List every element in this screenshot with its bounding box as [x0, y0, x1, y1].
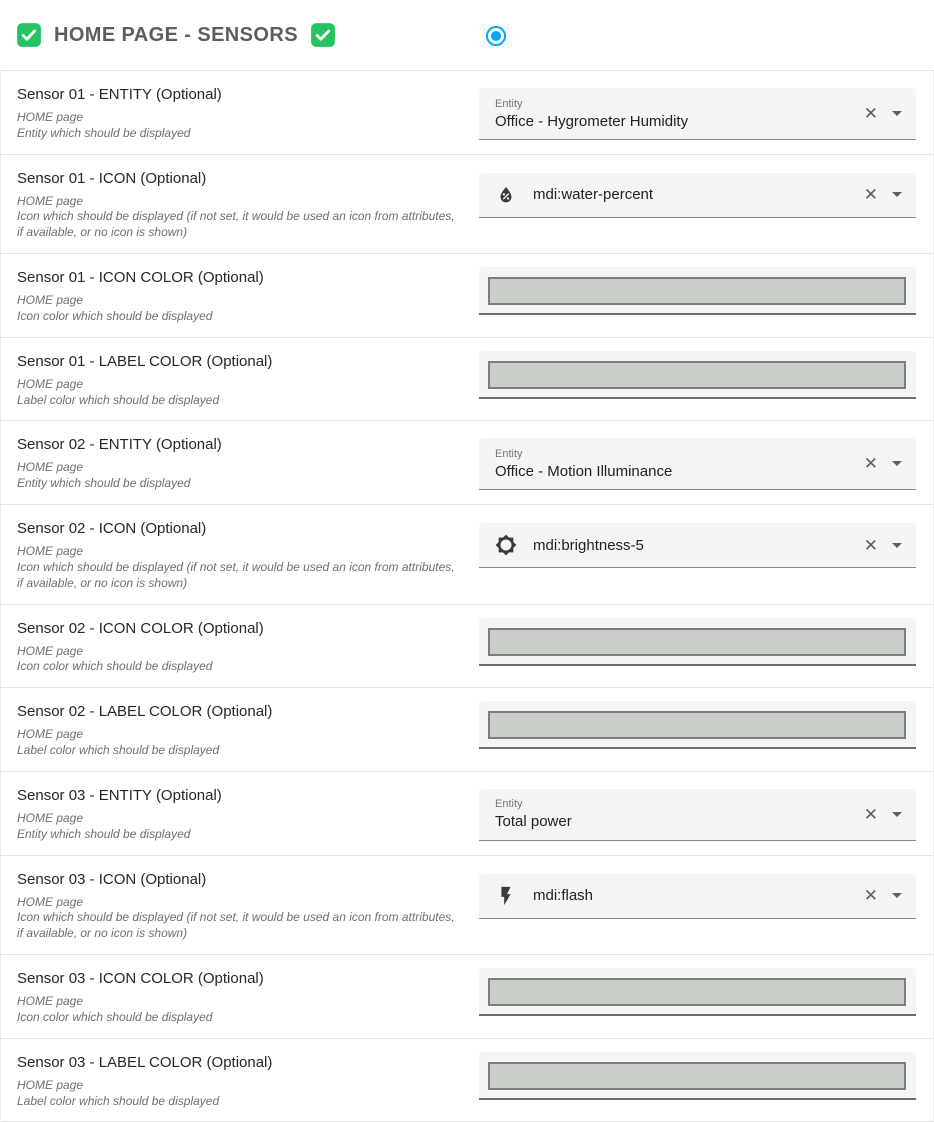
setting-subtitle: HOME page	[17, 376, 84, 391]
config-row	[1, 1039, 933, 1122]
dropdown-arrow-icon[interactable]	[892, 893, 902, 898]
setting-title: Sensor 02 - LABEL COLOR (Optional)	[17, 703, 273, 721]
setting-subtitle: HOME page	[17, 894, 84, 909]
color-input[interactable]	[479, 618, 916, 666]
config-row	[1, 688, 933, 772]
setting-description: Entity which should be displayed	[17, 826, 191, 841]
setting-subtitle: HOME page	[17, 293, 84, 308]
dropdown-arrow-icon[interactable]	[892, 543, 902, 548]
clear-icon[interactable]: ✕	[863, 804, 878, 824]
setting-title: Sensor 02 - ICON (Optional)	[17, 520, 207, 538]
entity-select-text	[495, 798, 856, 830]
setting-description: Label color which should be displayed	[17, 1093, 220, 1108]
setting-subtitle: HOME page	[17, 810, 84, 825]
dropdown-arrow-icon[interactable]	[892, 192, 902, 197]
entity-select-text	[495, 448, 856, 480]
field-floating-label: Entity	[495, 798, 523, 811]
selected-entity-value: Office - Motion Illuminance	[495, 462, 673, 480]
setting-info	[1, 421, 473, 504]
setting-description: Icon which should be displayed (if not set, it would be used an icon from attributes, if available, or no icon is shown)	[17, 910, 455, 941]
setting-info	[1, 338, 473, 421]
config-row	[1, 71, 933, 155]
setting-subtitle: HOME page	[17, 727, 84, 742]
setting-control-area	[473, 505, 933, 603]
setting-control-area	[473, 338, 933, 421]
config-row	[1, 505, 933, 604]
setting-title: Sensor 02 - ENTITY (Optional)	[17, 436, 222, 454]
setting-info	[1, 955, 473, 1038]
setting-control-area	[473, 856, 933, 954]
setting-info	[1, 254, 473, 337]
setting-title: Sensor 03 - ENTITY (Optional)	[17, 786, 222, 804]
radio-dot	[491, 31, 501, 41]
setting-subtitle: HOME page	[17, 460, 84, 475]
color-swatch[interactable]	[488, 711, 906, 739]
setting-info	[1, 155, 473, 253]
settings-list	[0, 70, 934, 1122]
setting-title: Sensor 01 - ICON (Optional)	[17, 169, 207, 187]
entity-select[interactable]	[479, 88, 916, 140]
setting-description: Icon color which should be displayed	[17, 308, 213, 323]
config-row	[1, 772, 933, 856]
color-swatch[interactable]	[488, 361, 906, 389]
clear-icon[interactable]: ✕	[863, 185, 878, 205]
page-title: HOME PAGE - SENSORS	[54, 23, 298, 46]
color-swatch[interactable]	[488, 628, 906, 656]
color-swatch[interactable]	[488, 277, 906, 305]
selected-entity-value: Total power	[495, 813, 572, 831]
setting-control-area	[473, 254, 933, 337]
radio-button[interactable]	[486, 26, 506, 46]
setting-subtitle: HOME page	[17, 1077, 84, 1092]
setting-control-area	[473, 1039, 933, 1122]
field-floating-label: Entity	[495, 97, 523, 110]
setting-description: Icon which should be displayed (if not set, it would be used an icon from attributes, if available, or no icon is shown)	[17, 559, 455, 590]
setting-description: Icon color which should be displayed	[17, 659, 213, 674]
clear-icon[interactable]: ✕	[863, 535, 878, 555]
setting-title: Sensor 01 - ENTITY (Optional)	[17, 86, 222, 103]
setting-info	[1, 71, 473, 154]
setting-title: Sensor 03 - ICON (Optional)	[17, 870, 207, 888]
clear-icon[interactable]: ✕	[863, 454, 878, 474]
setting-info	[1, 605, 473, 688]
setting-control-area	[473, 688, 933, 771]
color-input[interactable]	[479, 1052, 916, 1100]
setting-info	[1, 772, 473, 855]
color-input[interactable]	[479, 267, 916, 315]
setting-description: Icon which should be displayed (if not set, it would be used an icon from attributes, if available, or no icon is shown)	[17, 209, 455, 240]
header	[0, 0, 934, 70]
setting-description: Entity which should be displayed	[17, 476, 191, 491]
setting-info	[1, 505, 473, 603]
setting-control-area	[473, 772, 933, 855]
setting-control-area	[473, 605, 933, 688]
config-row	[1, 155, 933, 254]
selected-icon-value: mdi:brightness-5	[533, 536, 644, 554]
brightness-5-icon	[495, 534, 517, 556]
setting-control-area	[473, 155, 933, 253]
setting-control-area	[473, 421, 933, 504]
config-row	[1, 605, 933, 689]
setting-title: Sensor 03 - ICON COLOR (Optional)	[17, 970, 264, 988]
setting-info	[1, 856, 473, 954]
config-row	[1, 338, 933, 422]
clear-icon[interactable]: ✕	[863, 104, 878, 123]
config-row	[1, 955, 933, 1039]
config-row	[1, 856, 933, 955]
setting-title: Sensor 01 - LABEL COLOR (Optional)	[17, 352, 273, 370]
setting-info	[1, 688, 473, 771]
dropdown-arrow-icon[interactable]	[892, 812, 902, 817]
setting-control-area	[473, 955, 933, 1038]
check-icon	[310, 22, 336, 48]
config-row	[1, 254, 933, 338]
color-input[interactable]	[479, 701, 916, 749]
icon-select[interactable]	[479, 173, 916, 218]
setting-subtitle: HOME page	[17, 193, 84, 208]
setting-control-area	[473, 71, 933, 154]
selected-entity-value: Office - Hygrometer Humidity	[495, 112, 689, 130]
field-floating-label: Entity	[495, 447, 523, 460]
dropdown-arrow-icon[interactable]	[892, 461, 902, 466]
config-row	[1, 421, 933, 505]
selected-icon-value: mdi:water-percent	[533, 186, 654, 204]
dropdown-arrow-icon[interactable]	[892, 111, 902, 116]
icon-select[interactable]	[479, 523, 916, 568]
setting-description: Label color which should be displayed	[17, 743, 220, 758]
setting-subtitle: HOME page	[17, 994, 84, 1009]
setting-title: Sensor 03 - LABEL COLOR (Optional)	[17, 1053, 273, 1071]
icon-select[interactable]	[479, 874, 916, 919]
setting-subtitle: HOME page	[17, 643, 84, 658]
clear-icon[interactable]: ✕	[863, 886, 878, 906]
color-swatch[interactable]	[488, 978, 906, 1006]
water-percent-icon	[495, 184, 517, 206]
setting-info	[1, 1039, 473, 1122]
check-icon	[16, 22, 42, 48]
color-swatch[interactable]	[488, 1062, 906, 1090]
color-input[interactable]	[479, 968, 916, 1016]
setting-subtitle: HOME page	[17, 110, 84, 124]
entity-select[interactable]	[479, 438, 916, 490]
setting-title: Sensor 01 - ICON COLOR (Optional)	[17, 269, 264, 287]
setting-subtitle: HOME page	[17, 544, 84, 559]
flash-icon	[495, 885, 517, 907]
entity-select[interactable]	[479, 789, 916, 841]
entity-select-text	[495, 98, 856, 130]
setting-title: Sensor 02 - ICON COLOR (Optional)	[17, 619, 264, 637]
color-input[interactable]	[479, 351, 916, 399]
setting-description: Label color which should be displayed	[17, 392, 220, 407]
selected-icon-value: mdi:flash	[533, 887, 594, 905]
setting-description: Entity which should be displayed	[17, 125, 191, 140]
setting-description: Icon color which should be displayed	[17, 1009, 213, 1024]
